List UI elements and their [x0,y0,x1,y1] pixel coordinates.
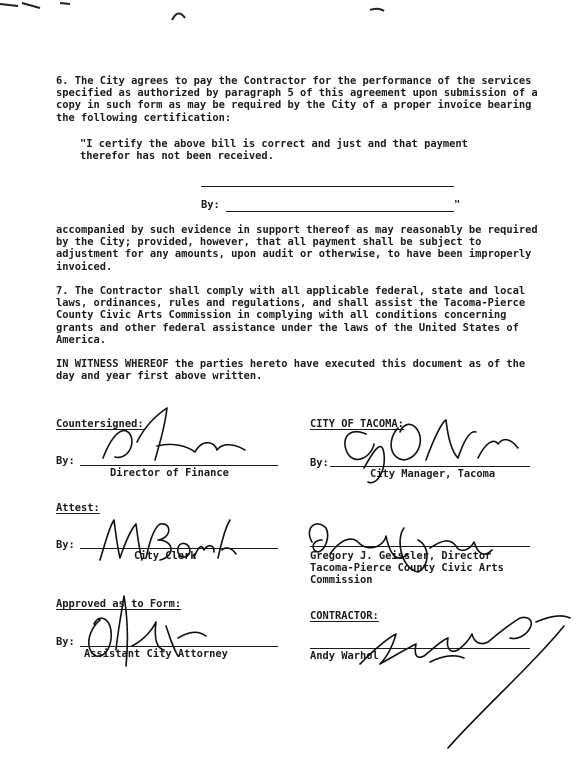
city-attorney-signature [70,590,220,670]
certification-close-quote: " [454,199,461,211]
certification-signature-line [201,186,454,187]
paragraph-7-line: 7. The Contractor shall comply with all applicable federal, state and local [56,285,526,297]
countersigned-by-label: By: [56,455,75,467]
certification-by-label: By: [201,199,220,211]
certification-line: "I certify the above bill is correct and just and that payment [80,138,468,150]
paragraph-6-line: copy in such form as may be required by the City of a proper invoice bearing [56,99,532,112]
countersigned-title: Director of Finance [110,467,229,479]
attest-title: City Clerk [134,550,197,562]
city-clerk-signature [80,500,240,572]
evidence-line: invoiced. [56,260,113,273]
city-heading: CITY OF TACOMA: [310,418,404,430]
evidence-line: adjustment for any amounts, upon audit or otherwise, to have been improperly [56,248,532,261]
certification-line: therefor has not been received. [80,150,274,163]
paragraph-7 [56,285,526,346]
evidence-paragraph [56,224,538,273]
approved-by-label: By: [56,636,75,648]
contractor-signature [350,604,580,754]
attest-by-label: By: [56,539,75,551]
countersigned-heading: Countersigned: [56,418,144,430]
witness-clause [56,358,526,382]
commission-director-signature [300,510,500,580]
evidence-line: accompanied by such evidence in support thereof as may reasonably be required [56,224,538,236]
contractor-heading: CONTRACTOR: [310,610,379,622]
commission-line: Tacoma-Pierce County Civic Arts [310,562,504,575]
witness-line: IN WITNESS WHEREOF the parties hereto have executed this document as of the [56,358,526,370]
approved-heading: Approved as to Form: [56,598,182,610]
city-title: City Manager, Tacoma [370,468,496,480]
paragraph-6-line: the following certification: [56,111,232,124]
paragraph-7-line: laws, ordinances, rules and regulations, and shall assist the Tacoma-Pierce [56,297,526,310]
paragraph-7-line: County Civic Arts Commission in complying with all conditions concerning [56,309,507,322]
commission-line: Gregory J. Geissler, Director [310,550,492,562]
certification-text [80,138,550,162]
scan-artifact-marks [0,0,585,30]
paragraph-6-line: specified as authorized by paragraph 5 of this agreement upon submission of a [56,87,538,100]
paragraph-6-line: 6. The City agrees to pay the Contractor for the performance of the services [56,75,532,87]
paragraph-6 [56,75,538,124]
city-by-label: By: [310,457,329,469]
approved-title: Assistant City Attorney [84,648,228,660]
city-manager-signature [318,398,528,488]
paragraph-7-line: grants and other federal assistance under the laws of the United States of [56,321,519,334]
witness-line: day and year first above written. [56,370,263,383]
paragraph-7-line: America. [56,333,107,346]
certification-by-line [226,211,454,212]
contractor-name: Andy Warhol [310,650,379,662]
commission-line: Commission [310,574,373,587]
evidence-line: by the City; provided, however, that all payment shall be subject to [56,236,482,249]
finance-director-signature [95,402,265,468]
attest-heading: Attest: [56,502,100,514]
